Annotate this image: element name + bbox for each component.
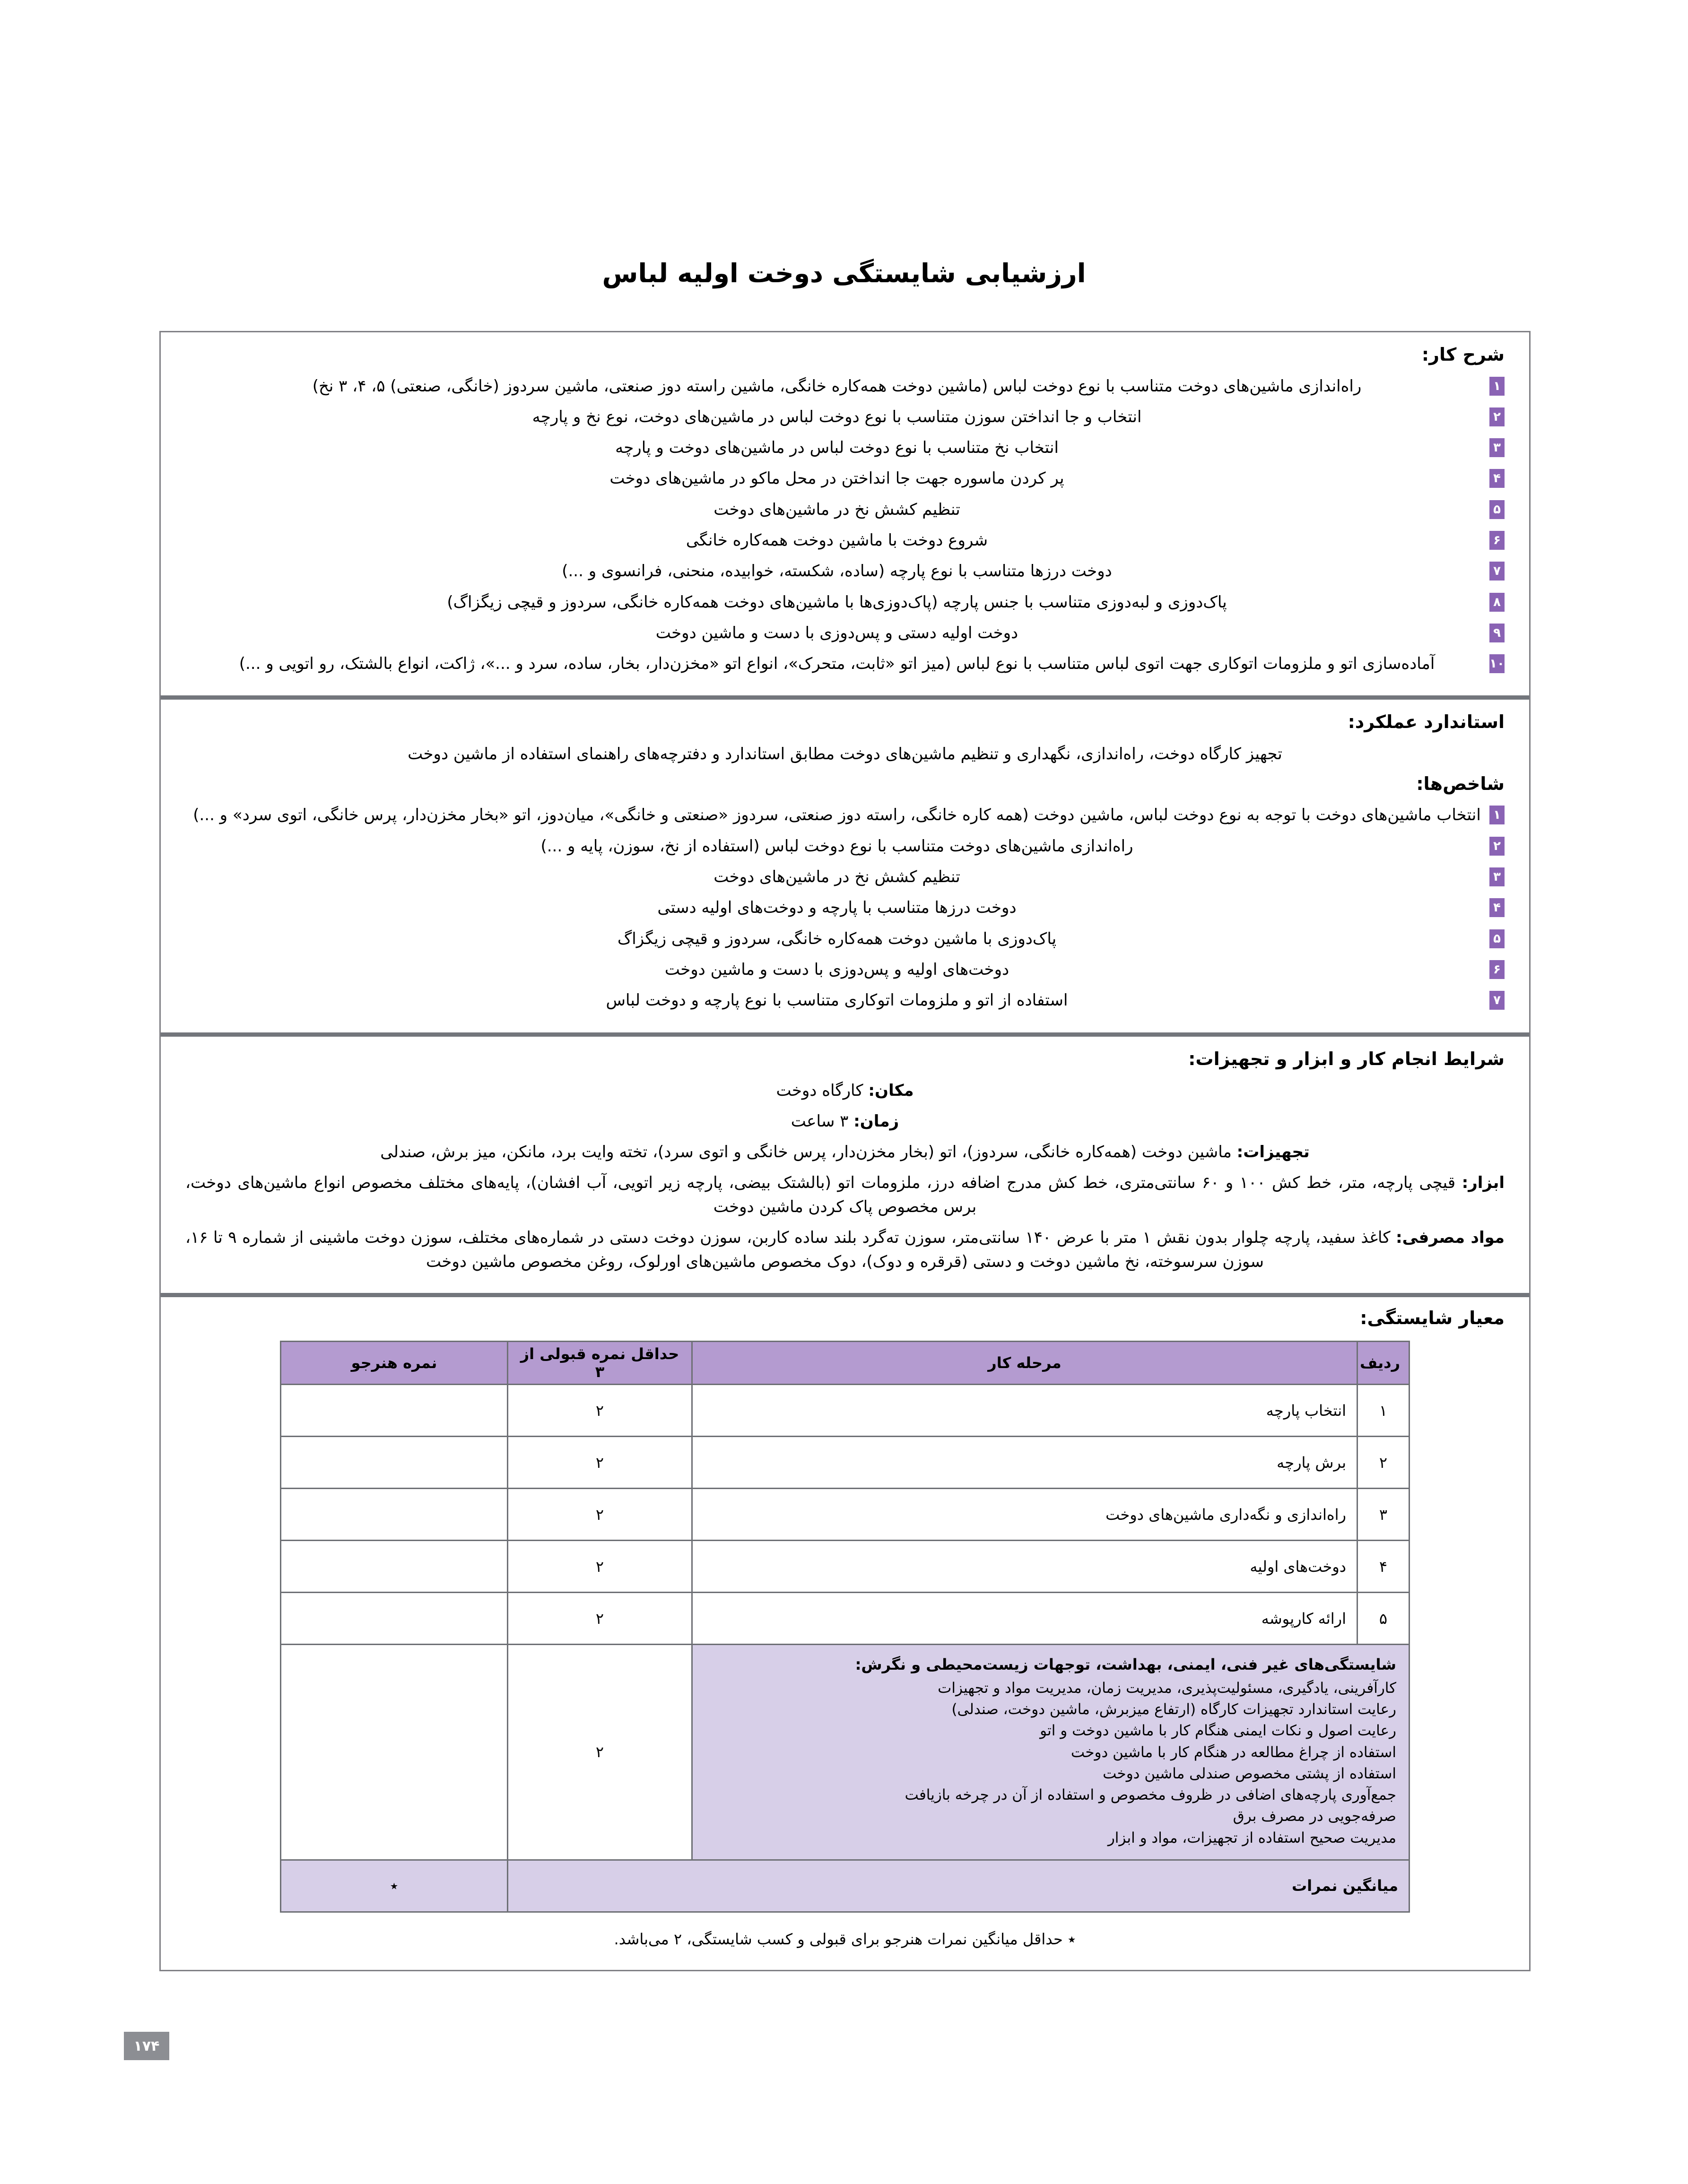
soft-skills-item: صرفه‌جویی در مصرف برق bbox=[1233, 1808, 1396, 1825]
item-text: دوخت‌های اولیه و پس‌دوزی با دست و ماشین دوخت bbox=[664, 960, 1009, 979]
item-text: دوخت درزها متناسب با نوع پارچه (ساده، شکسته، خوابیده، منحنی، فرانسوی و ...) bbox=[562, 562, 1112, 581]
indicators-list bbox=[185, 804, 1505, 1012]
condition-tools-value: قیچی پارچه، متر، خط کش ۱۰۰ و ۶۰ سانتی‌متری، خط کش مدرج اضافه درز، ملزومات اتو (بالشتک بیضی، پارچه زیر اتویی، آب افشان)، پایه‌های مختلف مخصوص انواع ماشین‌های دوخت، برس مخصوص پاک کردن ماشین دوخت bbox=[185, 1173, 1462, 1217]
condition-materials-label: مواد مصرفی: bbox=[1396, 1228, 1505, 1248]
item-number-badge: ۱ bbox=[1489, 377, 1505, 396]
cell-min-score: ۲ bbox=[508, 1437, 692, 1489]
item-number-badge: ۹ bbox=[1489, 624, 1505, 642]
job-description-section bbox=[161, 332, 1529, 695]
cell-min-score: ۲ bbox=[508, 1541, 692, 1593]
condition-equipment-value: ماشین دوخت (همه‌کاره خانگی، سردوز)، اتو (بخار مخزن‌دار، پرس خانگی و اتوی سرد)، تخته وایت برد، مانکن، میز برش، صندلی bbox=[380, 1143, 1237, 1162]
column-header-stage: مرحله کار bbox=[692, 1342, 1357, 1385]
item-text: پاک‌دوزی با ماشین دوخت همه‌کاره خانگی، سردوز و قیچی زیگزاگ bbox=[617, 929, 1057, 948]
list-item bbox=[185, 804, 1505, 827]
item-text: انتخاب و جا انداختن سوزن متناسب با نوع دوخت لباس در ماشین‌های دوخت، نوع نخ و پارچه bbox=[532, 407, 1142, 426]
average-star: ٭ bbox=[281, 1860, 508, 1912]
cell-radif: ۲ bbox=[1357, 1437, 1410, 1489]
list-item bbox=[185, 529, 1505, 552]
list-item bbox=[185, 498, 1505, 521]
condition-tools bbox=[185, 1171, 1505, 1219]
cell-radif: ۳ bbox=[1357, 1489, 1410, 1541]
column-header-radif: ردیف bbox=[1357, 1342, 1410, 1385]
item-number-badge: ۲ bbox=[1489, 407, 1505, 426]
list-item bbox=[185, 652, 1505, 676]
item-number-badge: ۳ bbox=[1489, 867, 1505, 886]
indicators-heading: شاخص‌ها: bbox=[1416, 773, 1505, 794]
performance-and-indicators-section bbox=[161, 695, 1529, 1032]
condition-equipment bbox=[185, 1140, 1505, 1164]
cell-student-score[interactable] bbox=[281, 1437, 508, 1489]
soft-skills-min-score: ۲ bbox=[508, 1645, 692, 1860]
cell-student-score[interactable] bbox=[281, 1541, 508, 1593]
cell-min-score: ۲ bbox=[508, 1593, 692, 1645]
condition-place bbox=[185, 1079, 1505, 1103]
item-number-badge: ۶ bbox=[1489, 531, 1505, 550]
cell-min-score: ۲ bbox=[508, 1489, 692, 1541]
cell-stage: برش پارچه bbox=[692, 1437, 1357, 1489]
item-number-badge: ۵ bbox=[1489, 929, 1505, 948]
condition-time-value: ۳ ساعت bbox=[791, 1112, 854, 1131]
item-text: دوخت اولیه دستی و پس‌دوزی با دست و ماشین دوخت bbox=[655, 623, 1018, 642]
condition-time-label: زمان: bbox=[853, 1112, 899, 1131]
soft-skills-item: کارآفرینی، یادگیری، مسئولیت‌پذیری، مدیریت زمان، مدیریت مواد و تجهیزات bbox=[938, 1679, 1396, 1697]
item-number-badge: ۴ bbox=[1489, 469, 1505, 488]
item-text: آماده‌سازی اتو و ملزومات اتوکاری جهت اتوی لباس متناسب با نوع لباس (میز اتو «ثابت، متحرک»، انواع اتو «مخزن‌دار، بخار، ساده، سرد و ...»، ژاکت، انواع بالشتک، رو اتویی و ...) bbox=[239, 654, 1435, 674]
competency-criteria-section bbox=[161, 1293, 1529, 1970]
cell-student-score[interactable] bbox=[281, 1593, 508, 1645]
item-number-badge: ۳ bbox=[1489, 438, 1505, 457]
soft-skills-item: استفاده از چراغ مطالعه در هنگام کار با ماشین دوخت bbox=[1070, 1743, 1396, 1761]
cell-radif: ۴ bbox=[1357, 1541, 1410, 1593]
item-number-badge: ۲ bbox=[1489, 837, 1505, 856]
item-number-badge: ۷ bbox=[1489, 991, 1505, 1010]
soft-skills-student-score[interactable] bbox=[281, 1645, 508, 1860]
list-item bbox=[185, 406, 1505, 429]
soft-skills-item: جمع‌آوری پارچه‌های اضافی در ظروف مخصوص و استفاده از آن در چرخه بازیافت bbox=[905, 1786, 1396, 1804]
cell-radif: ۱ bbox=[1357, 1385, 1410, 1437]
item-text: پر کردن ماسوره جهت جا انداختن در محل ماکو در ماشین‌های دوخت bbox=[609, 469, 1064, 488]
column-header-student-score: نمره هنرجو bbox=[281, 1342, 508, 1385]
item-number-badge: ۱۰ bbox=[1489, 654, 1505, 673]
work-conditions-section bbox=[161, 1032, 1529, 1293]
page-title: ارزشیابی شایستگی دوخت اولیه لباس bbox=[602, 258, 1086, 288]
cell-student-score[interactable] bbox=[281, 1385, 508, 1437]
item-text: استفاده از اتو و ملزومات اتوکاری متناسب با نوع پارچه و دوخت لباس bbox=[606, 991, 1068, 1010]
condition-equipment-label: تجهیزات: bbox=[1236, 1143, 1310, 1162]
item-number-badge: ۷ bbox=[1489, 562, 1505, 581]
cell-stage: راه‌اندازی و نگه‌داری ماشین‌های دوخت bbox=[692, 1489, 1357, 1541]
table-header-row bbox=[281, 1342, 1410, 1385]
item-number-badge: ۵ bbox=[1489, 500, 1505, 519]
item-text: تنظیم کشش نخ در ماشین‌های دوخت bbox=[713, 867, 960, 887]
assessment-frame bbox=[159, 331, 1531, 1971]
cell-stage: ارائه کارپوشه bbox=[692, 1593, 1357, 1645]
cell-stage: دوخت‌های اولیه bbox=[692, 1541, 1357, 1593]
list-item bbox=[185, 896, 1505, 919]
item-number-badge: ۱ bbox=[1489, 806, 1505, 824]
table-row bbox=[281, 1385, 1410, 1437]
list-item bbox=[185, 560, 1505, 583]
competency-table bbox=[280, 1341, 1410, 1913]
item-number-badge: ۸ bbox=[1489, 593, 1505, 612]
cell-student-score[interactable] bbox=[281, 1489, 508, 1541]
item-text: دوخت درزها متناسب با پارچه و دوخت‌های اولیه دستی bbox=[657, 898, 1017, 918]
table-row bbox=[281, 1541, 1410, 1593]
average-label: میانگین نمرات bbox=[508, 1860, 1410, 1912]
table-head bbox=[281, 1342, 1410, 1385]
list-item bbox=[185, 622, 1505, 645]
soft-skills-row bbox=[281, 1645, 1410, 1860]
table-row bbox=[281, 1437, 1410, 1489]
item-number-badge: ۴ bbox=[1489, 898, 1505, 917]
page-number-badge: ۱۷۴ bbox=[124, 2032, 169, 2060]
list-item bbox=[185, 835, 1505, 858]
item-text: راه‌اندازی ماشین‌های دوخت متناسب با نوع دوخت لباس (استفاده از نخ، سوزن، پایه و ...) bbox=[540, 836, 1133, 856]
cell-radif: ۵ bbox=[1357, 1593, 1410, 1645]
soft-skills-title: شایستگی‌های غیر فنی، ایمنی، بهداشت، توجهات زیست‌محیطی و نگرش: bbox=[855, 1655, 1396, 1674]
list-item bbox=[185, 989, 1505, 1012]
soft-skills-item: استفاده از پشتی مخصوص صندلی ماشین دوخت bbox=[1103, 1765, 1396, 1782]
item-text: پاک‌دوزی و لبه‌دوزی متناسب با جنس پارچه (پاک‌دوزی‌ها با ماشین‌های دوخت همه‌کاره خانگی، سردوز و قیچی زیگزاگ) bbox=[447, 592, 1227, 612]
performance-standard-text: تجهیز کارگاه دوخت، راه‌اندازی، نگهداری و تنظیم ماشین‌های دوخت مطابق استاندارد و دفترچه‌های راهنمای استفاده از ماشین دوخت bbox=[408, 744, 1282, 763]
item-text: شروع دوخت با ماشین دوخت همه‌کاره خانگی bbox=[686, 530, 988, 550]
condition-place-value: کارگاه دوخت bbox=[776, 1081, 869, 1101]
list-item bbox=[185, 866, 1505, 889]
table-row bbox=[281, 1489, 1410, 1541]
condition-materials-value: کاغذ سفید، پارچه چلوار بدون نقش ۱ متر با عرض ۱۴۰ سانتی‌متر، سوزن ته‌گرد بلند ساده کاربن، سوزن دوخت دستی در شماره‌های مختلف، سوزن دوخت ماشینی از شماره ۹ تا ۱۶، سوزن سرسوخته، نخ ماشین دوخت و دستی (قرقره و دوک)، دوک مخصوص ماشین‌های اورلوک، روغن مخصوص ماشین دوخت bbox=[185, 1228, 1396, 1272]
criteria-footnote: ٭ حداقل میانگین نمرات هنرجو برای قبولی و کسب شایستگی، ۲ می‌باشد. bbox=[614, 1930, 1076, 1948]
item-text: تنظیم کشش نخ در ماشین‌های دوخت bbox=[713, 500, 960, 519]
condition-place-label: مکان: bbox=[868, 1081, 914, 1101]
cell-min-score: ۲ bbox=[508, 1385, 692, 1437]
item-number-badge: ۶ bbox=[1489, 960, 1505, 979]
list-item bbox=[185, 467, 1505, 490]
work-conditions-heading: شرایط انجام کار و ابزار و تجهیزات: bbox=[1188, 1048, 1505, 1069]
list-item bbox=[185, 375, 1505, 398]
list-item bbox=[185, 591, 1505, 614]
average-row bbox=[281, 1860, 1410, 1912]
table-body bbox=[281, 1385, 1410, 1912]
soft-skills-item: رعایت اصول و نکات ایمنی هنگام کار با ماشین دوخت و اتو bbox=[1040, 1722, 1396, 1740]
list-item bbox=[185, 958, 1505, 981]
competency-criteria-heading: معیار شایستگی: bbox=[1360, 1308, 1505, 1329]
list-item bbox=[185, 436, 1505, 459]
column-header-min-score: حداقل نمره قبولی از ۳ bbox=[508, 1342, 692, 1385]
condition-time bbox=[185, 1109, 1505, 1134]
item-text: راه‌اندازی ماشین‌های دوخت متناسب با نوع دوخت لباس (ماشین دوخت همه‌کاره خانگی، ماشین راسته دوز صنعتی، ماشین سردوز (خانگی، صنعتی) ۵، ۴، ۳ نخ) bbox=[312, 376, 1362, 396]
item-text: انتخاب ماشین‌های دوخت با توجه به نوع دوخت لباس، ماشین دوخت (همه کاره خانگی، راسته دوز صنعتی، سردوز «صنعتی و خانگی»، میان‌دوز، اتو «بخار مخزن‌دار، پرس خانگی، اتوی سرد» و ...) bbox=[193, 806, 1481, 825]
job-description-heading: شرح کار: bbox=[1421, 344, 1505, 365]
soft-skills-item: رعایت استاندارد تجهیزات کارگاه (ارتفاع میزبرش، ماشین دوخت، صندلی) bbox=[951, 1701, 1396, 1718]
cell-stage: انتخاب پارچه bbox=[692, 1385, 1357, 1437]
condition-tools-label: ابزار: bbox=[1462, 1173, 1505, 1193]
item-text: انتخاب نخ متناسب با نوع دوخت لباس در ماشین‌های دوخت و پارچه bbox=[615, 438, 1059, 458]
soft-skills-item: مدیریت صحیح استفاده از تجهیزات، مواد و ابزار bbox=[1107, 1829, 1396, 1846]
list-item bbox=[185, 927, 1505, 951]
performance-standard-heading: استاندارد عملکرد: bbox=[1348, 711, 1505, 733]
table-row bbox=[281, 1593, 1410, 1645]
job-description-list bbox=[185, 375, 1505, 676]
soft-skills-content bbox=[692, 1645, 1410, 1860]
condition-materials bbox=[185, 1226, 1505, 1274]
